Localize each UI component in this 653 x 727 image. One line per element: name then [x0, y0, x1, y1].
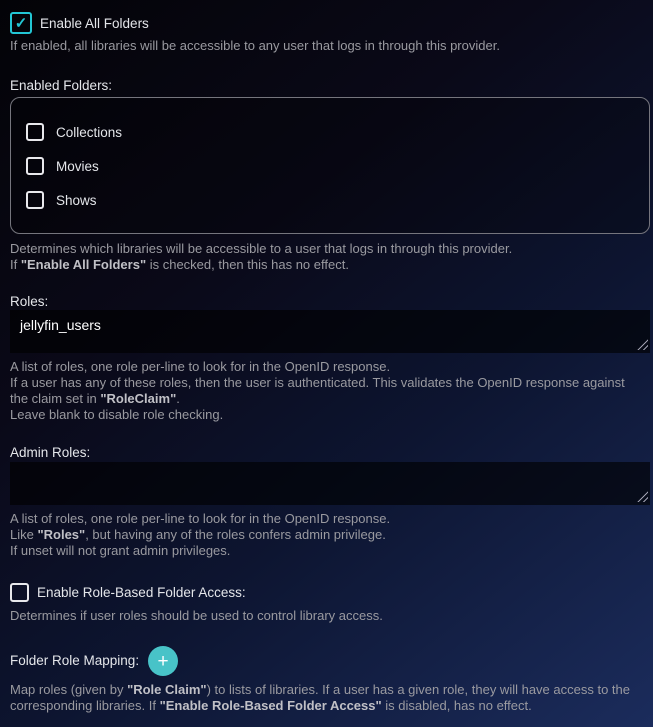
roles-desc-line2-post: .	[176, 391, 180, 406]
folder-role-mapping-description	[10, 682, 638, 714]
mapping-desc-pre: Map roles (given by	[10, 682, 128, 697]
enabled-folders-label: Enabled Folders:	[10, 78, 113, 93]
folder-row-collections	[26, 123, 634, 141]
roles-textarea[interactable]	[10, 310, 650, 353]
admin-roles-description	[10, 511, 638, 559]
mapping-desc-post: is disabled, has no effect.	[381, 698, 532, 713]
folder-row-shows	[26, 191, 634, 209]
folder-row-movies	[26, 157, 634, 175]
folder-role-mapping-row	[10, 646, 650, 676]
enabled-folders-desc-bold: "Enable All Folders"	[20, 257, 147, 272]
add-mapping-button[interactable]	[148, 646, 178, 676]
enabled-folders-description	[10, 241, 638, 273]
admin-roles-desc-bold: "Roles"	[37, 527, 86, 542]
roles-desc-line2: If a user has any of these roles, then the user is authenticated. This validates the OpenID response against the claim set in	[10, 375, 625, 406]
enable-all-folders-row	[10, 12, 650, 34]
role-based-access-row	[10, 581, 650, 603]
mapping-desc-mid: ) to lists of libraries. If a user has a given role, they will have access to the corresponding libraries. If	[10, 682, 630, 713]
roles-label: Roles:	[10, 294, 49, 309]
roles-description	[10, 359, 638, 423]
admin-roles-desc-line2: Like	[10, 527, 38, 542]
admin-roles-desc-line3: If unset will not grant admin privileges.	[10, 543, 231, 558]
folder-movies-label: Movies	[56, 158, 99, 174]
enable-all-folders-description: If enabled, all libraries will be accessible to any user that logs in through this provider.	[10, 38, 500, 53]
plus-icon: +	[157, 650, 169, 672]
checkmark-icon: ✓	[14, 14, 28, 32]
folder-movies-checkbox[interactable]	[26, 157, 44, 175]
admin-roles-desc-line2-post: , but having any of the roles confers admin privilege.	[85, 527, 386, 542]
admin-roles-desc-line1: A list of roles, one role per-line to look for in the OpenID response.	[10, 511, 391, 526]
folder-collections-checkbox[interactable]	[26, 123, 44, 141]
mapping-desc-bold1: "Role Claim"	[127, 682, 207, 697]
admin-roles-textarea-wrap	[10, 462, 650, 505]
roles-desc-line3: Leave blank to disable role checking.	[10, 407, 224, 422]
enabled-folders-desc-line2-post: is checked, then this has no effect.	[146, 257, 349, 272]
admin-roles-textarea[interactable]	[10, 462, 650, 505]
role-based-access-checkbox[interactable]	[10, 583, 29, 602]
roles-desc-line1: A list of roles, one role per-line to look for in the OpenID response.	[10, 359, 391, 374]
enable-all-folders-checkbox[interactable]	[10, 12, 32, 34]
folder-shows-checkbox[interactable]	[26, 191, 44, 209]
roles-desc-bold: "RoleClaim"	[100, 391, 177, 406]
role-based-access-label: Enable Role-Based Folder Access:	[37, 584, 246, 600]
folder-shows-label: Shows	[56, 192, 97, 208]
enable-all-folders-label: Enable All Folders	[40, 15, 149, 31]
admin-roles-label: Admin Roles:	[10, 445, 91, 460]
folder-role-mapping-label: Folder Role Mapping:	[10, 653, 140, 668]
enabled-folders-desc-line2: If	[10, 257, 21, 272]
enabled-folders-desc-line1: Determines which libraries will be accessible to a user that logs in through this provider.	[10, 241, 513, 256]
role-based-access-description: Determines if user roles should be used to control library access.	[10, 608, 383, 623]
mapping-desc-bold2: "Enable Role-Based Folder Access"	[159, 698, 382, 713]
folder-collections-label: Collections	[56, 124, 123, 140]
enabled-folders-list	[10, 97, 650, 234]
roles-textarea-wrap	[10, 310, 650, 353]
